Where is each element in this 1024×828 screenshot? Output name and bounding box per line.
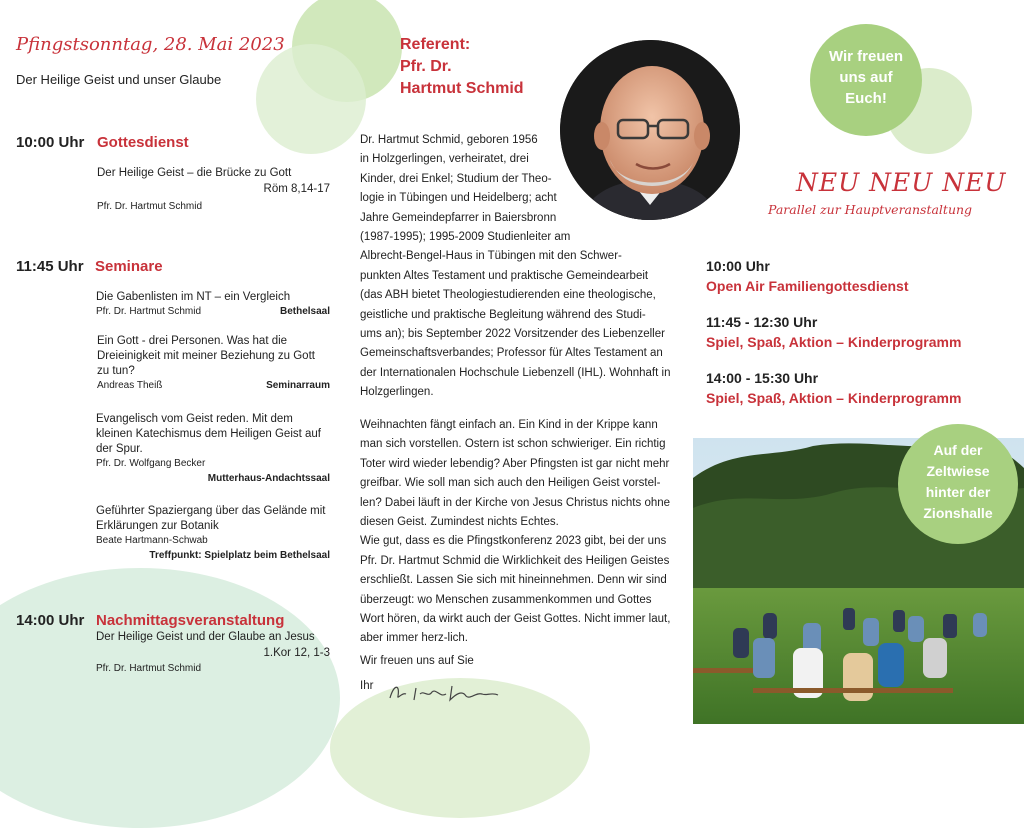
- location-text: [898, 440, 1018, 524]
- title-gottesdienst: Gottesdienst: [97, 134, 189, 151]
- new-item-2-title: Spiel, Spaß, Aktion – Kinderprogramm: [706, 334, 962, 350]
- closing-greeting: Wir freuen uns auf Sie: [360, 655, 474, 667]
- seminar-1: [96, 290, 330, 319]
- welcome-text: [810, 46, 922, 109]
- gottesdienst-topic: Der Heilige Geist – die Brücke zu Gott: [97, 167, 292, 179]
- seminar-3-topic: Evangelisch vom Geist reden. Mit dem kleinen Katechismus dem Heiligen Geist auf der Spur.: [96, 413, 322, 455]
- bio-line: Albrecht-Bengel-Haus in Tübingen mit den Schwer-: [360, 250, 622, 263]
- title-nachmittag: Nachmittagsveranstaltung: [96, 612, 285, 629]
- new-item-1-time: 10:00 Uhr: [706, 258, 770, 274]
- nachmittag-topic: Der Heilige Geist und der Glaube an Jesus: [96, 631, 315, 643]
- bio-line: (1987-1995); 1995-2009 Studienleiter am: [360, 231, 571, 244]
- bio-line: Gemeinschaftsverbandes; Professor für Altes Testament an: [360, 347, 663, 360]
- referent-portrait: [560, 40, 740, 220]
- message-line: man sich vorstellen. Ostern ist schon schwieriger. Ein richtig: [360, 438, 666, 451]
- event-theme: Der Heilige Geist und unser Glaube: [16, 72, 222, 87]
- seminar-1-room: Bethelsaal: [279, 306, 330, 317]
- message-line: Pfr. Dr. Hartmut Schmid die Wirklichkeit des Heiligen Geistes: [360, 554, 670, 567]
- bio-line: Holzgerlingen.: [360, 386, 434, 399]
- new-subline: Parallel zur Hauptveranstaltung: [768, 202, 973, 217]
- pentecost-message: [360, 416, 690, 649]
- seminar-1-topic: Die Gabenlisten im NT – ein Vergleich: [96, 291, 291, 303]
- seminar-4-room: Treffpunkt: Spielplatz beim Bethelsaal: [149, 550, 330, 561]
- referent-label: Referent:: [400, 36, 471, 53]
- referent-heading: [400, 34, 524, 100]
- seminar-2-topic: Ein Gott - drei Personen. Was hat die Dreieinigkeit mit meiner Beziehung zu Gott zu tun?: [97, 335, 315, 377]
- message-line: Wort hören, da wirkt auch der Geist Gottes. Nicht immer laut,: [360, 613, 671, 626]
- location-line: Zionshalle: [923, 505, 993, 521]
- new-item-1-title: Open Air Familiengottesdienst: [706, 278, 909, 294]
- time-seminare: 11:45 Uhr: [16, 258, 84, 275]
- location-line: hinter der: [925, 484, 991, 500]
- message-line: Toter wird wieder lebendig? Aber Pfingsten ist gar nicht mehr: [360, 457, 670, 470]
- deco-circle-top-left: [256, 44, 366, 154]
- gottesdienst-ref: Röm 8,14-17: [263, 183, 330, 195]
- message-line: erschließt. Lassen Sie sich mit hineinnehmen. Denn wir sind: [360, 574, 667, 587]
- seminar-3-room: Mutterhaus-Andachtssaal: [207, 473, 330, 484]
- event-date: Pfingstsonntag, 28. Mai 2023: [16, 34, 285, 55]
- bio-line: Dr. Hartmut Schmid, geboren 1956: [360, 134, 538, 146]
- nachmittag-speaker: Pfr. Dr. Hartmut Schmid: [96, 663, 202, 674]
- nachmittag-ref: 1.Kor 12, 1-3: [263, 647, 330, 659]
- time-gottesdienst: 10:00 Uhr: [16, 134, 85, 151]
- seminar-4: [96, 504, 330, 562]
- bio-line: punkten Altes Testament und praktische Gemeindearbeit: [360, 269, 649, 282]
- seminar-4-topic: Geführter Spaziergang über das Gelände mit Erklärungen zur Botanik: [96, 505, 326, 532]
- bio-line: geistliche und praktische Begleitung während des Studi-: [360, 308, 646, 321]
- message-line: greifbar. Wie soll man sich auch den Heiligen Geist vorstel-: [360, 477, 661, 490]
- seminar-2: [97, 334, 330, 393]
- bio-line: (das ABH bietet Theologiestudierenden eine theologische,: [360, 289, 656, 302]
- new-item-2-time: 11:45 - 12:30 Uhr: [706, 314, 818, 330]
- location-line: Auf der: [933, 442, 983, 458]
- location-line: Zeltwiese: [926, 463, 990, 479]
- bio-line: ums an); bis September 2022 Vorsitzender des Liebenzeller: [360, 328, 665, 341]
- bio-line: in Holzgerlingen, verheiratet, drei: [360, 153, 529, 166]
- new-item-3-title: Spiel, Spaß, Aktion – Kinderprogramm: [706, 390, 962, 406]
- referent-name: Hartmut Schmid: [400, 80, 524, 97]
- message-line: Wie gut, dass es die Pfingstkonferenz 2023 gibt, bei der uns: [360, 535, 667, 548]
- bio-line: logie in Tübingen und Heidelberg; acht: [360, 192, 557, 205]
- new-headline: NEU NEU NEU: [796, 168, 1007, 197]
- gottesdienst-speaker: Pfr. Dr. Hartmut Schmid: [97, 201, 203, 212]
- new-item-3-time: 14:00 - 15:30 Uhr: [706, 370, 819, 386]
- closing-ihr: Ihr: [360, 680, 374, 692]
- signature-image: [386, 680, 506, 706]
- bio-line: Kinder, drei Enkel; Studium der Theo-: [360, 172, 552, 185]
- message-line: len? Dabei läuft in der Kirche von Jesus Christus nichts ohne: [360, 496, 671, 509]
- seminar-3: [96, 412, 330, 485]
- portrait-image: [560, 40, 740, 220]
- message-line: aber immer herz-lich.: [360, 632, 468, 645]
- seminar-4-speaker: Beate Hartmann-Schwab: [96, 535, 208, 546]
- title-seminare: Seminare: [95, 258, 163, 275]
- message-line: diesen Geist. Zumindest nichts Echtes.: [360, 516, 559, 529]
- deco-circle-bottom-left: [0, 568, 340, 828]
- welcome-line: uns auf: [839, 69, 893, 86]
- referent-title: Pfr. Dr.: [400, 58, 452, 75]
- seminar-2-speaker: Andreas Theiß: [97, 380, 163, 391]
- welcome-line: Euch!: [845, 90, 887, 107]
- welcome-line: Wir freuen: [828, 48, 904, 65]
- seminar-2-room: Seminarraum: [266, 380, 330, 391]
- bio-line: der Internationalen Hochschule Liebenzell (IHL). Wohnhaft in: [360, 366, 671, 379]
- bio-line: Jahre Gemeindepfarrer in Baiersbronn: [360, 211, 557, 224]
- time-nachmittag: 14:00 Uhr: [16, 612, 85, 629]
- seminar-1-speaker: Pfr. Dr. Hartmut Schmid: [96, 306, 202, 317]
- message-line: überzeugt: wo Menschen zusammenkommen und Gottes: [360, 593, 652, 606]
- message-line: Weihnachten fängt einfach an. Ein Kind in der Krippe kann: [360, 419, 658, 431]
- seminar-3-speaker: Pfr. Dr. Wolfgang Becker: [96, 458, 206, 469]
